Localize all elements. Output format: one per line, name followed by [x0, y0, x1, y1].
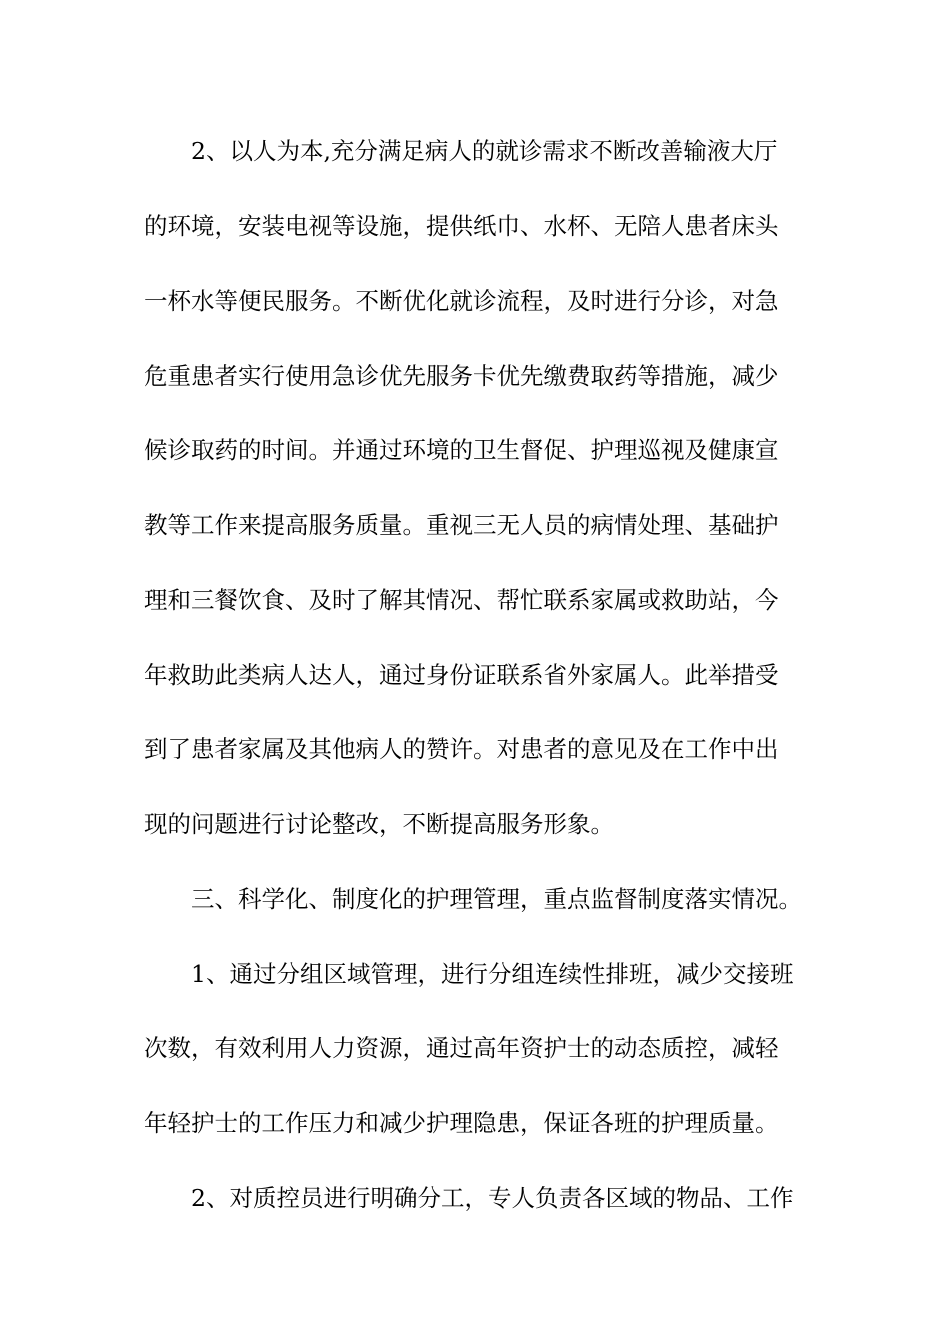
- paragraph-line-9: 到了患者家属及其他病人的赞许。对患者的意见及在工作中出: [144, 735, 779, 763]
- paragraph-line-6: 教等工作来提高服务质量。重视三无人员的病情处理、基础护: [144, 511, 779, 539]
- paragraph-line-2: 的环境，安装电视等设施，提供纸巾、水杯、无陪人患者床头: [144, 212, 779, 240]
- paragraph-line-14: 年轻护士的工作压力和减少护理隐患，保证各班的护理质量。: [144, 1109, 779, 1137]
- paragraph-line-12: 1、通过分组区域管理，进行分组连续性排班，减少交接班: [191, 960, 794, 988]
- paragraph-line-8: 年救助此类病人达人，通过身份证联系省外家属人。此举措受: [144, 661, 779, 689]
- paragraph-line-5: 候诊取药的时间。并通过环境的卫生督促、护理巡视及健康宣: [144, 436, 779, 464]
- paragraph-line-3: 一杯水等便民服务。不断优化就诊流程，及时进行分诊，对急: [144, 287, 779, 315]
- paragraph-line-13: 次数，有效利用人力资源，通过高年资护士的动态质控，减轻: [144, 1034, 779, 1062]
- paragraph-line-15: 2、对质控员进行明确分工，专人负责各区域的物品、工作: [191, 1184, 794, 1212]
- section-heading: 三、科学化、制度化的护理管理，重点监督制度落实情况。: [191, 885, 802, 913]
- paragraph-line-1: 2、以人为本,充分满足病人的就诊需求不断改善输液大厅: [191, 137, 778, 165]
- paragraph-line-10: 现的问题进行讨论整改，不断提高服务形象。: [144, 810, 614, 838]
- paragraph-line-4: 危重患者实行使用急诊优先服务卡优先缴费取药等措施，减少: [144, 362, 779, 390]
- paragraph-line-7: 理和三餐饮食、及时了解其情况、帮忙联系家属或救助站，今: [144, 586, 779, 614]
